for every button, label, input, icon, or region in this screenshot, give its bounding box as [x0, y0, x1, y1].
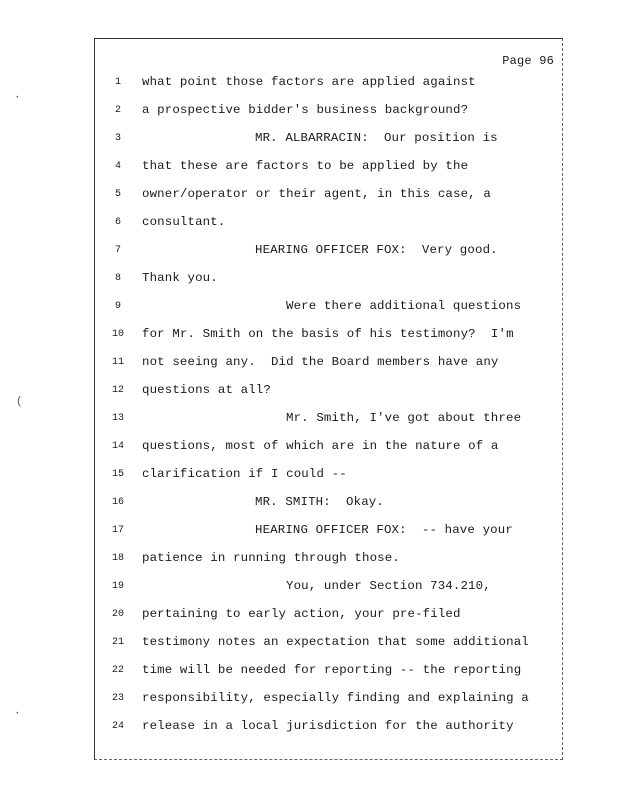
- line-number: 20: [111, 609, 124, 620]
- line-text: for Mr. Smith on the basis of his testimony? I'm: [142, 327, 514, 341]
- margin-mark-middle: (: [16, 396, 23, 408]
- line-number: 8: [114, 273, 121, 284]
- transcript-line: [95, 299, 564, 327]
- line-number: 6: [114, 217, 121, 228]
- line-text: clarification if I could --: [142, 467, 347, 481]
- line-number: 17: [111, 525, 124, 536]
- line-number: 14: [111, 441, 124, 452]
- line-text: consultant.: [142, 215, 226, 229]
- line-number: 16: [111, 497, 124, 508]
- transcript-line: [95, 75, 564, 103]
- line-number: 21: [111, 637, 124, 648]
- transcript-line: [95, 579, 564, 607]
- line-text: testimony notes an expectation that some additional: [142, 635, 529, 649]
- line-text: patience in running through those.: [142, 551, 400, 565]
- transcript-line: [95, 271, 564, 299]
- transcript-page: [94, 38, 563, 760]
- transcript-line: [95, 131, 564, 159]
- transcript-line: [95, 215, 564, 243]
- line-text: Thank you.: [142, 271, 218, 285]
- line-text: HEARING OFFICER FOX: -- have your: [255, 523, 513, 537]
- line-text: owner/operator or their agent, in this case, a: [142, 187, 491, 201]
- line-number: 15: [111, 469, 124, 480]
- line-text: Were there additional questions: [286, 299, 522, 313]
- transcript-line: [95, 635, 564, 663]
- transcript-line: [95, 187, 564, 215]
- transcript-line: [95, 103, 564, 131]
- line-number: 3: [114, 133, 121, 144]
- line-number: 23: [111, 693, 124, 704]
- transcript-line: [95, 159, 564, 187]
- line-number: 1: [114, 77, 121, 88]
- transcript-line: [95, 439, 564, 467]
- line-number: 7: [114, 245, 121, 256]
- transcript-line: [95, 411, 564, 439]
- line-text: time will be needed for reporting -- the reporting: [142, 663, 522, 677]
- line-text: responsibility, especially finding and explaining a: [142, 691, 529, 705]
- line-number: 11: [111, 357, 124, 368]
- line-number: 13: [111, 413, 124, 424]
- margin-mark-bottom: ·: [14, 708, 21, 720]
- transcript-line: [95, 327, 564, 355]
- line-number: 22: [111, 665, 124, 676]
- transcript-line: [95, 551, 564, 579]
- margin-mark-top: ·: [14, 92, 21, 104]
- line-text: Mr. Smith, I've got about three: [286, 411, 522, 425]
- line-number: 24: [111, 721, 124, 732]
- transcript-line: [95, 495, 564, 523]
- transcript-line: [95, 719, 564, 747]
- transcript-line: [95, 467, 564, 495]
- transcript-line: [95, 523, 564, 551]
- line-text: HEARING OFFICER FOX: Very good.: [255, 243, 498, 257]
- transcript-line: [95, 663, 564, 691]
- line-text: questions, most of which are in the nature of a: [142, 439, 499, 453]
- line-number: 19: [111, 581, 124, 592]
- line-text: what point those factors are applied against: [142, 75, 476, 89]
- line-text: questions at all?: [142, 383, 271, 397]
- page-number: Page 96: [502, 54, 554, 68]
- line-number: 2: [114, 105, 121, 116]
- line-text: not seeing any. Did the Board members have any: [142, 355, 499, 369]
- line-number: 4: [114, 161, 121, 172]
- line-text: You, under Section 734.210,: [286, 579, 491, 593]
- line-text: pertaining to early action, your pre-filed: [142, 607, 461, 621]
- line-number: 5: [114, 189, 121, 200]
- line-text: that these are factors to be applied by the: [142, 159, 469, 173]
- line-number: 9: [114, 301, 121, 312]
- transcript-line: [95, 355, 564, 383]
- line-number: 12: [111, 385, 124, 396]
- line-text: MR. ALBARRACIN: Our position is: [255, 131, 498, 145]
- line-number: 18: [111, 553, 124, 564]
- line-number: 10: [111, 329, 124, 340]
- transcript-line: [95, 243, 564, 271]
- transcript-line: [95, 607, 564, 635]
- line-text: a prospective bidder's business background?: [142, 103, 469, 117]
- line-text: release in a local jurisdiction for the authority: [142, 719, 514, 733]
- transcript-line: [95, 383, 564, 411]
- transcript-line: [95, 691, 564, 719]
- line-text: MR. SMITH: Okay.: [255, 495, 384, 509]
